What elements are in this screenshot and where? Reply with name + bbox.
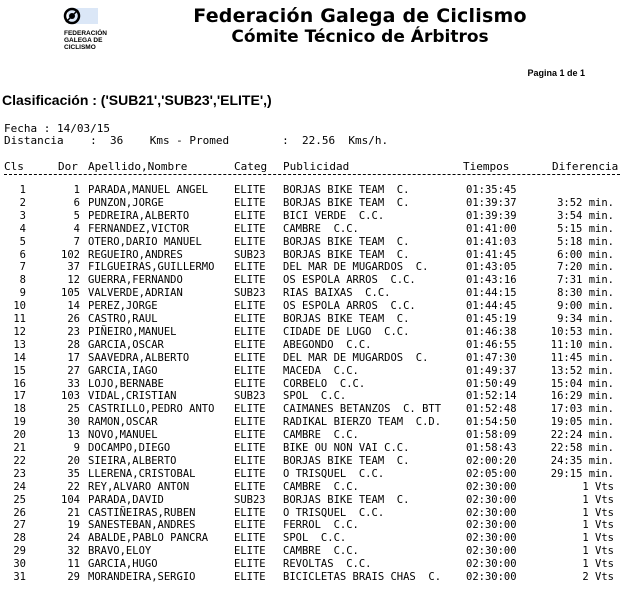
col-pub: Publicidad <box>283 160 350 173</box>
cell-cat: ELITE <box>234 558 266 571</box>
cell-cls: 4 <box>19 222 26 235</box>
cell-cat: ELITE <box>234 442 266 454</box>
col-name: Apellido,Nombre <box>88 160 188 173</box>
cell-time: 01:39:39 <box>466 209 517 222</box>
cell-cls: 19 <box>13 416 26 429</box>
cell-dor: 26 <box>67 313 80 325</box>
cell-dor: 20 <box>67 454 80 467</box>
cell-pub: SPOL C.C. <box>283 390 347 403</box>
cell-dor: 12 <box>67 274 80 287</box>
cell-name: BRAVO,ELOY <box>88 545 152 558</box>
cell-dor: 25 <box>67 403 80 416</box>
col-cls: Cls <box>4 160 24 173</box>
cell-cls: 18 <box>13 403 26 416</box>
cell-name: SANESTEBAN,ANDRES <box>88 519 196 532</box>
table-row <box>0 210 640 223</box>
cell-time: 01:58:09 <box>466 429 517 442</box>
cell-dor: 19 <box>67 519 80 532</box>
cell-cat: ELITE <box>234 351 266 364</box>
cell-cls: 12 <box>13 325 26 338</box>
table-row <box>0 545 640 558</box>
table-row <box>0 403 640 416</box>
cell-name: NOVO,MANUEL <box>88 429 158 442</box>
table-row <box>0 326 640 339</box>
cell-name: RAMON,OSCAR <box>88 416 158 429</box>
cell-diff: 7:31 min. <box>557 274 614 287</box>
cell-time: 01:44:45 <box>466 300 517 313</box>
cell-name: GUERRA,FERNANDO <box>88 274 183 287</box>
cell-pub: REVOLTAS C.C. <box>283 558 372 571</box>
cell-diff: 16:29 min. <box>550 390 614 403</box>
table-row <box>0 365 640 378</box>
cell-cls: 31 <box>13 571 26 583</box>
cell-name: DOCAMPO,DIEGO <box>88 442 171 454</box>
table-row <box>0 249 640 262</box>
cell-name: LOJO,BERNABE <box>88 377 164 390</box>
cell-cat: ELITE <box>234 235 266 248</box>
cell-dor: 13 <box>67 429 80 442</box>
cell-cat: ELITE <box>234 429 266 442</box>
cell-dor: 4 <box>73 222 80 235</box>
cell-pub: SPOL C.C. <box>283 532 347 545</box>
cell-name: GARCIA,IAGO <box>88 364 158 377</box>
table-row <box>0 442 640 455</box>
cell-cat: ELITE <box>234 403 266 416</box>
cell-diff: 29:15 min. <box>550 467 614 480</box>
cell-name: LLERENA,CRISTOBAL <box>88 467 196 480</box>
cell-pub: ABEGONDO C.C. <box>283 338 372 351</box>
cell-name: PARADA,MANUEL ANGEL <box>88 184 209 196</box>
cell-name: VIDAL,CRISTIAN <box>88 390 177 403</box>
cell-diff: 1 Vts <box>582 558 614 571</box>
col-time: Tiempos <box>463 160 510 173</box>
cell-cat: ELITE <box>234 571 266 583</box>
cell-cat: ELITE <box>234 532 266 545</box>
cell-diff: 2 Vts <box>582 571 614 583</box>
cell-name: PUNZON,JORGE <box>88 196 164 209</box>
table-row <box>0 274 640 287</box>
cell-dor: 17 <box>67 351 80 364</box>
cell-diff: 1 Vts <box>582 493 614 506</box>
cell-name: FILGUEIRAS,GUILLERMO <box>88 261 215 274</box>
cell-cat: ELITE <box>234 480 266 493</box>
cell-time: 02:30:00 <box>466 532 517 545</box>
cell-time: 01:54:50 <box>466 416 517 429</box>
cell-name: VALVERDE,ADRIAN <box>88 287 183 300</box>
cell-cat: SUB23 <box>234 248 266 261</box>
cell-pub: CIDADE DE LUGO C.C. <box>283 325 410 338</box>
cell-dor: 28 <box>67 338 80 351</box>
cell-dor: 7 <box>73 235 80 248</box>
table-row <box>0 429 640 442</box>
cell-time: 01:47:30 <box>466 351 517 364</box>
col-diff: Diferencia <box>552 160 619 173</box>
cell-cat: ELITE <box>234 519 266 532</box>
cell-pub: FERROL C.C. <box>283 519 359 532</box>
cell-cat: ELITE <box>234 338 266 351</box>
cell-dor: 24 <box>67 532 80 545</box>
cell-cls: 11 <box>13 313 26 325</box>
cell-dor: 105 <box>61 287 80 300</box>
cell-diff: 6:00 min. <box>557 248 614 261</box>
cell-cls: 6 <box>19 248 26 261</box>
cell-name: GARCIA,OSCAR <box>88 338 164 351</box>
cell-cls: 17 <box>13 390 26 403</box>
table-row <box>0 300 640 313</box>
cell-pub: CORBELO C.C. <box>283 377 366 390</box>
cell-cls: 29 <box>13 545 26 558</box>
page-number: Pagina 1 de 1 <box>527 68 585 78</box>
cell-dor: 33 <box>67 377 80 390</box>
cell-pub: CAMBRE C.C. <box>283 429 359 442</box>
cell-diff: 7:20 min. <box>557 261 614 274</box>
cell-diff: 5:18 min. <box>557 235 614 248</box>
distancia-line: Distancia : 36 Kms - Promed : 22.56 Kms/h. <box>4 134 389 147</box>
cell-cat: ELITE <box>234 377 266 390</box>
cell-cat: ELITE <box>234 300 266 313</box>
cell-cls: 7 <box>19 261 26 274</box>
cell-dor: 23 <box>67 325 80 338</box>
cell-time: 01:52:48 <box>466 403 517 416</box>
cell-diff: 3:52 min. <box>557 196 614 209</box>
fecha-line: Fecha : 14/03/15 <box>4 122 110 135</box>
cell-time: 02:05:00 <box>466 467 517 480</box>
cell-cls: 3 <box>19 209 26 222</box>
cell-dor: 102 <box>61 248 80 261</box>
cell-dor: 104 <box>61 493 80 506</box>
cell-cls: 14 <box>13 351 26 364</box>
cell-pub: BORJAS BIKE TEAM C. <box>283 184 410 196</box>
cell-pub: BORJAS BIKE TEAM C. <box>283 313 410 325</box>
cell-time: 01:46:55 <box>466 338 517 351</box>
cell-diff: 13:52 min. <box>550 364 614 377</box>
cell-cls: 30 <box>13 558 26 571</box>
cell-cat: ELITE <box>234 364 266 377</box>
cell-cls: 23 <box>13 467 26 480</box>
cell-pub: CAMBRE C.C. <box>283 222 359 235</box>
table-row <box>0 184 640 197</box>
cell-time: 01:44:15 <box>466 287 517 300</box>
cell-name: REY,ALVARO ANTON <box>88 480 190 493</box>
cell-name: GARCIA,HUGO <box>88 558 158 571</box>
cell-cls: 27 <box>13 519 26 532</box>
cell-name: PEDREIRA,ALBERTO <box>88 209 190 222</box>
cell-diff: 1 Vts <box>582 480 614 493</box>
cell-dor: 27 <box>67 364 80 377</box>
table-row <box>0 378 640 391</box>
cell-time: 01:39:37 <box>466 196 517 209</box>
cell-pub: BICICLETAS BRAIS CHAS C. <box>283 571 442 583</box>
cell-cat: ELITE <box>234 454 266 467</box>
table-row <box>0 197 640 210</box>
cell-dor: 11 <box>67 558 80 571</box>
table-row <box>0 468 640 481</box>
cell-pub: RADIKAL BIERZO TEAM C.D. <box>283 416 442 429</box>
table-row <box>0 223 640 236</box>
cell-cat: SUB23 <box>234 493 266 506</box>
cell-diff: 10:53 min. <box>550 325 614 338</box>
cell-diff: 24:35 min. <box>550 454 614 467</box>
cell-pub: O TRISQUEL C.C. <box>283 506 385 519</box>
cell-cat: SUB23 <box>234 287 266 300</box>
cell-diff: 9:34 min. <box>557 313 614 325</box>
cell-name: ABALDE,PABLO PANCRA <box>88 532 209 545</box>
table-row <box>0 261 640 274</box>
cell-diff: 1 Vts <box>582 519 614 532</box>
table-row <box>0 481 640 494</box>
cell-cat: ELITE <box>234 274 266 287</box>
cell-name: CASTRILLO,PEDRO ANTO <box>88 403 215 416</box>
cell-pub: RIAS BAIXAS C.C. <box>283 287 391 300</box>
cell-cls: 13 <box>13 338 26 351</box>
cell-time: 01:45:19 <box>466 313 517 325</box>
cell-cls: 10 <box>13 300 26 313</box>
cell-dor: 22 <box>67 480 80 493</box>
page-subtitle: Cómite Técnico de Árbitros <box>231 27 489 47</box>
cell-pub: BIKE OU NON VAI C.C. <box>283 442 410 454</box>
cell-cat: ELITE <box>234 196 266 209</box>
cell-cls: 20 <box>13 429 26 442</box>
cell-time: 01:58:43 <box>466 442 517 454</box>
cell-name: CASTIÑEIRAS,RUBEN <box>88 506 196 519</box>
cell-dor: 14 <box>67 300 80 313</box>
cell-cat: ELITE <box>234 545 266 558</box>
cell-cls: 24 <box>13 480 26 493</box>
cell-dor: 5 <box>73 209 80 222</box>
cell-time: 01:41:00 <box>466 222 517 235</box>
cell-time: 01:50:49 <box>466 377 517 390</box>
table-row <box>0 352 640 365</box>
table-row <box>0 287 640 300</box>
cell-pub: BORJAS BIKE TEAM C. <box>283 248 410 261</box>
cell-dor: 6 <box>73 196 80 209</box>
cell-name: REGUEIRO,ANDRES <box>88 248 183 261</box>
table-row <box>0 558 640 571</box>
cell-pub: OS ESPOLA ARROS C.C. <box>283 274 416 287</box>
cell-diff: 9:00 min. <box>557 300 614 313</box>
table-row <box>0 455 640 468</box>
cell-diff: 1 Vts <box>582 506 614 519</box>
cell-diff: 15:04 min. <box>550 377 614 390</box>
cell-pub: O TRISQUEL C.C. <box>283 467 385 480</box>
table-row <box>0 390 640 403</box>
cell-dor: 32 <box>67 545 80 558</box>
cell-time: 01:41:45 <box>466 248 517 261</box>
cell-dor: 21 <box>67 506 80 519</box>
cell-time: 02:30:00 <box>466 506 517 519</box>
cell-diff: 19:05 min. <box>550 416 614 429</box>
cell-time: 02:30:00 <box>466 493 517 506</box>
cell-cat: ELITE <box>234 506 266 519</box>
cell-time: 01:43:05 <box>466 261 517 274</box>
table-row <box>0 339 640 352</box>
cell-name: SAAVEDRA,ALBERTO <box>88 351 190 364</box>
cell-dor: 35 <box>67 467 80 480</box>
cell-time: 02:30:00 <box>466 519 517 532</box>
cell-time: 01:49:37 <box>466 364 517 377</box>
cell-time: 01:43:16 <box>466 274 517 287</box>
table-row <box>0 519 640 532</box>
cell-dor: 9 <box>73 442 80 454</box>
cell-name: PIÑEIRO,MANUEL <box>88 325 177 338</box>
cell-cls: 1 <box>19 184 26 196</box>
cell-cls: 21 <box>13 442 26 454</box>
table-row <box>0 416 640 429</box>
cell-dor: 29 <box>67 571 80 583</box>
cell-cls: 15 <box>13 364 26 377</box>
cell-name: MORANDEIRA,SERGIO <box>88 571 196 583</box>
cell-pub: OS ESPOLA ARROS C.C. <box>283 300 416 313</box>
cell-dor: 103 <box>61 390 80 403</box>
cell-time: 02:30:00 <box>466 571 517 583</box>
cell-time: 01:52:14 <box>466 390 517 403</box>
col-dor: Dor <box>58 160 78 173</box>
cell-name: FERNANDEZ,VICTOR <box>88 222 190 235</box>
cell-diff: 8:30 min. <box>557 287 614 300</box>
col-cat: Categ <box>234 160 268 173</box>
cell-dor: 1 <box>73 184 80 196</box>
table-row <box>0 507 640 520</box>
classification-heading: Clasificación : ('SUB21','SUB23','ELITE',) <box>2 92 272 108</box>
cell-cat: ELITE <box>234 261 266 274</box>
cell-diff: 3:54 min. <box>557 209 614 222</box>
cell-time: 02:00:20 <box>466 454 517 467</box>
page-title: Federación Galega de Ciclismo <box>193 5 527 27</box>
cell-name: OTERO,DARIO MANUEL <box>88 235 202 248</box>
cell-name: SIEIRA,ALBERTO <box>88 454 177 467</box>
cell-cls: 28 <box>13 532 26 545</box>
cell-cat: ELITE <box>234 184 266 196</box>
cell-cls: 25 <box>13 493 26 506</box>
cell-cls: 2 <box>19 196 26 209</box>
table-row <box>0 571 640 584</box>
table-row <box>0 313 640 326</box>
cell-time: 01:46:38 <box>466 325 517 338</box>
cell-time: 02:30:00 <box>466 545 517 558</box>
logo-text: FEDERACIÓN GALEGA DE CICLISMO <box>64 30 107 51</box>
cell-pub: BICI VERDE C.C. <box>283 209 385 222</box>
cell-name: PARADA,DAVID <box>88 493 164 506</box>
cell-cat: ELITE <box>234 416 266 429</box>
cell-pub: BORJAS BIKE TEAM C. <box>283 235 410 248</box>
cell-cat: ELITE <box>234 325 266 338</box>
cell-cat: ELITE <box>234 467 266 480</box>
cell-cat: SUB23 <box>234 390 266 403</box>
cell-diff: 5:15 min. <box>557 222 614 235</box>
cell-diff: 11:45 min. <box>550 351 614 364</box>
cell-dor: 37 <box>67 261 80 274</box>
cell-pub: CAMBRE C.C. <box>283 545 359 558</box>
cell-cls: 16 <box>13 377 26 390</box>
cell-time: 02:30:00 <box>466 558 517 571</box>
cell-time: 01:35:45 <box>466 184 517 196</box>
cell-diff: 11:10 min. <box>550 338 614 351</box>
cell-cat: ELITE <box>234 222 266 235</box>
cell-pub: DEL MAR DE MUGARDOS C. <box>283 261 429 274</box>
table-row <box>0 236 640 249</box>
cell-cls: 22 <box>13 454 26 467</box>
cell-pub: BORJAS BIKE TEAM C. <box>283 454 410 467</box>
cell-dor: 30 <box>67 416 80 429</box>
table-row <box>0 532 640 545</box>
cell-diff: 22:24 min. <box>550 429 614 442</box>
cell-diff: 1 Vts <box>582 532 614 545</box>
cell-time: 02:30:00 <box>466 480 517 493</box>
cell-pub: DEL MAR DE MUGARDOS C. <box>283 351 429 364</box>
cell-diff: 17:03 min. <box>550 403 614 416</box>
cell-pub: CAMBRE C.C. <box>283 480 359 493</box>
cell-time: 01:41:03 <box>466 235 517 248</box>
table-row <box>0 494 640 507</box>
cell-diff: 1 Vts <box>582 545 614 558</box>
cell-cls: 5 <box>19 235 26 248</box>
cell-cls: 9 <box>19 287 26 300</box>
header-divider <box>4 174 620 175</box>
cell-pub: BORJAS BIKE TEAM C. <box>283 196 410 209</box>
cell-name: PEREZ,JORGE <box>88 300 158 313</box>
cell-cls: 26 <box>13 506 26 519</box>
cell-diff: 22:58 min. <box>550 442 614 454</box>
cell-cls: 8 <box>19 274 26 287</box>
cell-cat: ELITE <box>234 313 266 325</box>
cell-name: CASTRO,RAUL <box>88 313 158 325</box>
cell-pub: CAIMANES BETANZOS C. BTT <box>283 403 442 416</box>
cell-pub: BORJAS BIKE TEAM C. <box>283 493 410 506</box>
cell-pub: MACEDA C.C. <box>283 364 359 377</box>
cell-cat: ELITE <box>234 209 266 222</box>
